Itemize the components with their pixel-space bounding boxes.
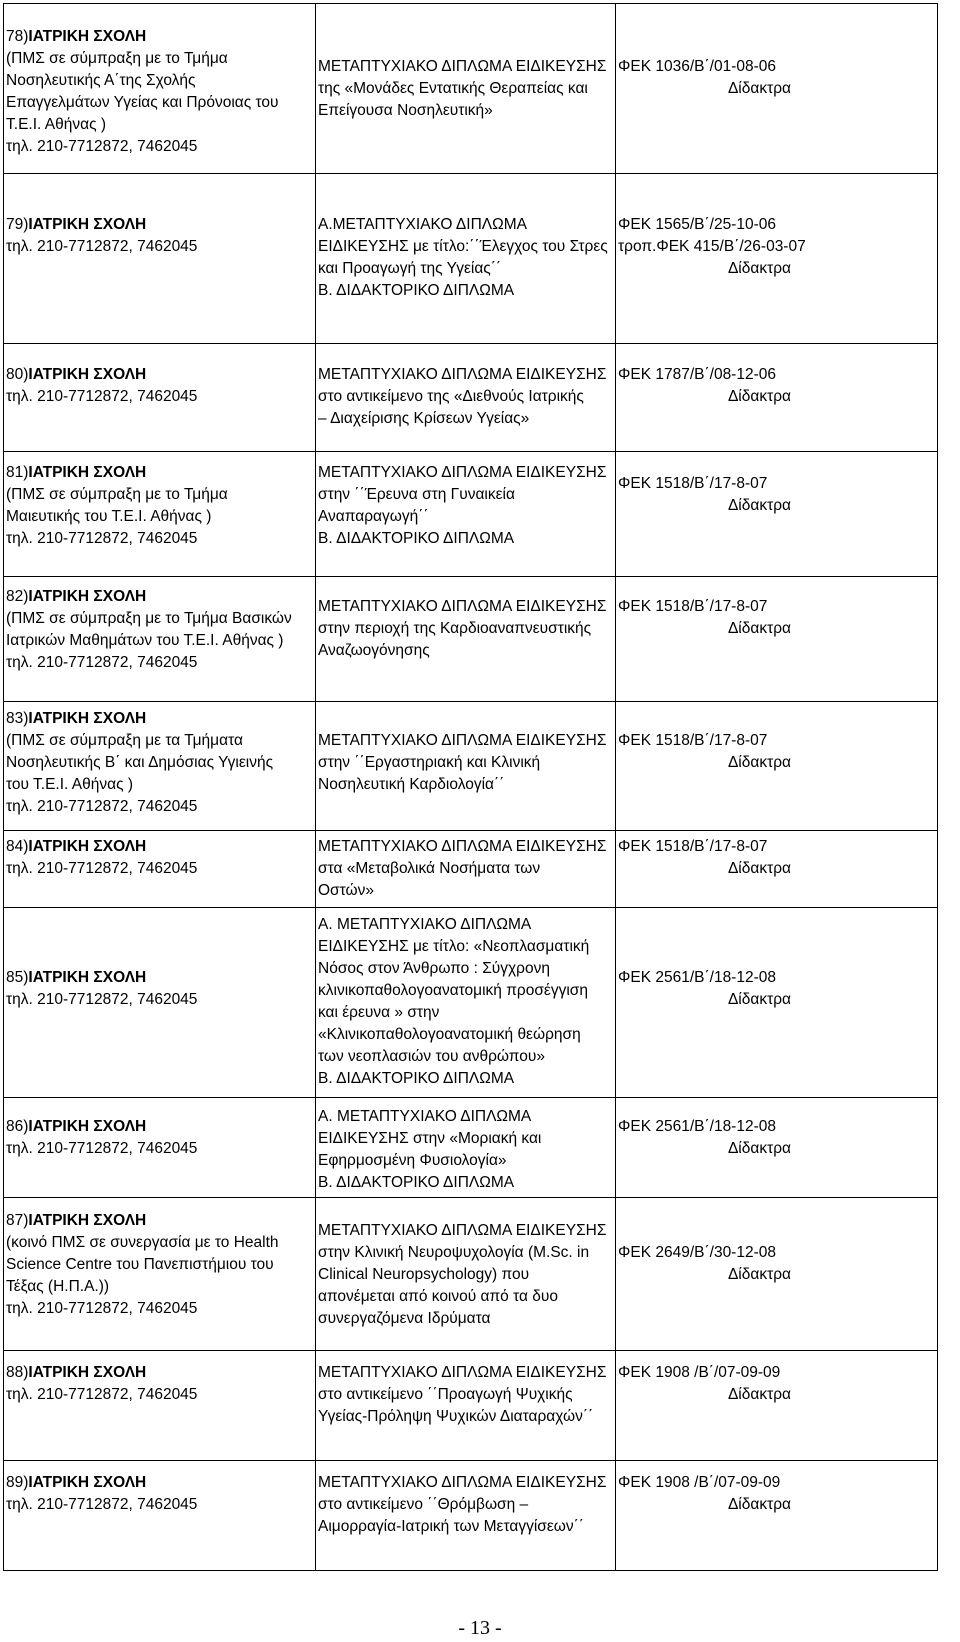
tuition-fees: Δίδακτρα [727,1386,791,1403]
institution-line: τηλ. 210-7712872, 7462045 [6,798,198,815]
school-heading [6,462,313,484]
table-row [4,831,938,908]
school-name: ΙΑΤΡΙΚΗ ΣΧΟΛΗ [28,1474,147,1491]
institution-line: Νοσηλευτικής Α΄της Σχολής [6,72,196,89]
program-line: Εφηρμοσμένη Φυσιολογία» [318,1152,507,1169]
tuition-fees: Δίδακτρα [727,1496,791,1513]
school-name: ΙΑΤΡΙΚΗ ΣΧΟΛΗ [28,216,147,233]
institution-line: τηλ. 210-7712872, 7462045 [6,238,198,255]
entry-number: 84) [6,838,29,855]
fek-cell [616,4,938,174]
program-line: Οστών» [318,882,374,899]
program-line: Αναπαραγωγή΄΄ [318,508,429,525]
school-heading [6,586,313,608]
programs-table [3,3,938,1571]
entry-number: 89) [6,1474,29,1491]
program-cell [316,1351,616,1461]
program-line: ΜΕΤΑΠΤΥΧΙΑΚΟ ΔΙΠΛΩΜΑ ΕΙΔΙΚΕΥΣΗΣ [318,598,607,615]
page-number: - 13 - [458,1617,502,1639]
program-line: Αναζωογόνησης [318,642,430,659]
program-cell [316,577,616,702]
fek-cell [616,344,938,452]
school-heading [6,1472,313,1494]
institution-line: τηλ. 210-7712872, 7462045 [6,138,198,155]
institution-line: (ΠΜΣ σε σύμπραξη με τα Τμήματα [6,732,243,749]
fek-reference: ΦΕΚ 1787/Β΄/08-12-06 [618,366,776,383]
program-line: ΕΙΔΙΚΕΥΣΗΣ με τίτλο:΄΄Έλεγχος του Στρες [318,238,608,255]
program-line: της «Μονάδες Εντατικής Θεραπείας και [318,80,588,97]
institution-line: Τέξας (Η.Π.Α.)) [6,1278,110,1295]
institution-cell [4,831,316,908]
school-name: ΙΑΤΡΙΚΗ ΣΧΟΛΗ [28,710,147,727]
fek-cell [616,908,938,1098]
institution-cell [4,1098,316,1198]
institution-cell [4,1461,316,1571]
institution-cell [4,344,316,452]
institution-cell [4,908,316,1098]
program-line: Β. ΔΙΔΑΚΤΟΡΙΚΟ ΔΙΠΛΩΜΑ [318,1174,515,1191]
institution-line: Science Centre του Πανεπιστήμιου του [6,1256,274,1273]
fek-reference: ΦΕΚ 1036/Β΄/01-08-06 [618,58,776,75]
fek-reference: ΦΕΚ 1518/Β΄/17-8-07 [618,475,768,492]
tuition-fees: Δίδακτρα [727,497,791,514]
program-line: ΜΕΤΑΠΤΥΧΙΑΚΟ ΔΙΠΛΩΜΑ ΕΙΔΙΚΕΥΣΗΣ [318,1474,607,1491]
program-line: στην ΄΄Έρευνα στη Γυναικεία [318,486,515,503]
institution-line: Επαγγελμάτων Υγείας και Πρόνοιας του [6,94,279,111]
program-line: κλινικοπαθολογοανατομική προσέγγιση [318,982,588,999]
institution-line: Ιατρικών Μαθημάτων του Τ.Ε.Ι. Αθήνας ) [6,632,284,649]
table-row [4,452,938,577]
institution-line: (ΠΜΣ σε σύμπραξη με το Τμήμα [6,486,228,503]
program-line: ΜΕΤΑΠΤΥΧΙΑΚΟ ΔΙΠΛΩΜΑ ΕΙΔΙΚΕΥΣΗΣ [318,1222,607,1239]
program-line: στο αντικείμενο της «Διεθνούς Ιατρικής [318,388,584,405]
tuition-fees: Δίδακτρα [727,260,791,277]
institution-line: τηλ. 210-7712872, 7462045 [6,388,198,405]
fek-cell [616,1461,938,1571]
fek-cell [616,1351,938,1461]
table-row [4,344,938,452]
institution-line: Νοσηλευτικής Β΄ και Δημόσιας Υγιεινής [6,754,274,771]
institution-cell [4,452,316,577]
institution-line: τηλ. 210-7712872, 7462045 [6,654,198,671]
school-name: ΙΑΤΡΙΚΗ ΣΧΟΛΗ [28,464,147,481]
fek-reference: ΦΕΚ 1565/Β΄/25-10-06 [618,216,776,233]
program-line: συνεργαζόμενα Ιδρύματα [318,1310,491,1327]
tuition-fees: Δίδακτρα [727,860,791,877]
school-name: ΙΑΤΡΙΚΗ ΣΧΟΛΗ [28,1364,147,1381]
tuition-fees: Δίδακτρα [727,754,791,771]
school-heading [6,214,313,236]
tuition-fees: Δίδακτρα [727,1140,791,1157]
program-line: Α. ΜΕΤΑΠΤΥΧΙΑΚΟ ΔΙΠΛΩΜΑ [318,916,532,933]
program-line: των νεοπλασιών του ανθρώπου» [318,1048,545,1065]
table-row [4,577,938,702]
school-heading [6,836,313,858]
institution-cell [4,4,316,174]
school-heading [6,1210,313,1232]
program-line: Αιμορραγία-Ιατρική των Μεταγγίσεων΄΄ [318,1518,584,1535]
fek-reference: ΦΕΚ 1518/Β΄/17-8-07 [618,838,768,855]
program-cell [316,452,616,577]
tuition-fees: Δίδακτρα [727,1266,791,1283]
institution-cell [4,1198,316,1351]
fek-reference: ΦΕΚ 2561/Β΄/18-12-08 [618,1118,776,1135]
tuition-fees: Δίδακτρα [727,388,791,405]
program-line: ΕΙΔΙΚΕΥΣΗΣ στην «Μοριακή και [318,1130,542,1147]
entry-number: 80) [6,366,29,383]
program-line: ΜΕΤΑΠΤΥΧΙΑΚΟ ΔΙΠΛΩΜΑ ΕΙΔΙΚΕΥΣΗΣ [318,732,607,749]
program-line: Clinical Neuropsychology) που [318,1266,530,1283]
entry-number: 86) [6,1118,29,1135]
program-line: Νόσος στον Άνθρωπο : Σύγχρονη [318,960,550,977]
program-line: και έρευνα » στην [318,1004,440,1021]
program-line: ΜΕΤΑΠΤΥΧΙΑΚΟ ΔΙΠΛΩΜΑ ΕΙΔΙΚΕΥΣΗΣ [318,464,607,481]
program-cell [316,174,616,344]
institution-cell [4,174,316,344]
entry-number: 85) [6,969,29,986]
entry-number: 82) [6,588,29,605]
program-line: Α.ΜΕΤΑΠΤΥΧΙΑΚΟ ΔΙΠΛΩΜΑ [318,216,527,233]
program-line: – Διαχείρισης Κρίσεων Υγείας» [318,410,530,427]
school-name: ΙΑΤΡΙΚΗ ΣΧΟΛΗ [28,969,147,986]
fek-cell [616,1198,938,1351]
program-cell [316,4,616,174]
programs-table-body [4,4,938,1571]
table-row [4,1351,938,1461]
fek-cell [616,1098,938,1198]
program-cell [316,908,616,1098]
program-line: ΜΕΤΑΠΤΥΧΙΑΚΟ ΔΙΠΛΩΜΑ ΕΙΔΙΚΕΥΣΗΣ [318,58,607,75]
program-line: «Κλινικοπαθολογοανατομική θεώρηση [318,1026,581,1043]
program-line: Β. ΔΙΔΑΚΤΟΡΙΚΟ ΔΙΠΛΩΜΑ [318,282,515,299]
program-line: Υγείας-Πρόληψη Ψυχικών Διαταραχών΄΄ [318,1408,594,1425]
fek-cell [616,452,938,577]
school-heading [6,364,313,386]
tuition-fees: Δίδακτρα [727,991,791,1008]
institution-line: Τ.Ε.Ι. Αθήνας ) [6,116,107,133]
institution-line: τηλ. 210-7712872, 7462045 [6,1300,198,1317]
fek-cell [616,174,938,344]
institution-cell [4,1351,316,1461]
institution-line: (κοινό ΠΜΣ σε συνεργασία με το Health [6,1234,279,1251]
program-line: απονέμεται από κοινού από τα δυο [318,1288,559,1305]
program-line: στο αντικείμενο ΄΄Θρόμβωση – [318,1496,529,1513]
school-name: ΙΑΤΡΙΚΗ ΣΧΟΛΗ [28,838,147,855]
entry-number: 81) [6,464,29,481]
program-line: στα «Μεταβολικά Νοσήματα των [318,860,541,877]
table-row [4,702,938,831]
tuition-fees: Δίδακτρα [727,620,791,637]
school-heading [6,26,313,48]
fek-cell [616,702,938,831]
program-cell [316,1098,616,1198]
entry-number: 79) [6,216,29,233]
fek-reference: ΦΕΚ 2561/Β΄/18-12-08 [618,969,776,986]
institution-line: (ΠΜΣ σε σύμπραξη με το Τμήμα [6,50,228,67]
school-heading [6,708,313,730]
fek-reference: ΦΕΚ 2649/Β΄/30-12-08 [618,1244,776,1261]
entry-number: 87) [6,1212,29,1229]
program-line: ΜΕΤΑΠΤΥΧΙΑΚΟ ΔΙΠΛΩΜΑ ΕΙΔΙΚΕΥΣΗΣ [318,366,607,383]
institution-line: τηλ. 210-7712872, 7462045 [6,991,198,1008]
institution-line: τηλ. 210-7712872, 7462045 [6,1140,198,1157]
table-row [4,174,938,344]
fek-reference: ΦΕΚ 1908 /Β΄/07-09-09 [618,1364,781,1381]
institution-line: Μαιευτικής του Τ.Ε.Ι. Αθήνας ) [6,508,212,525]
table-row [4,1198,938,1351]
program-line: Β. ΔΙΔΑΚΤΟΡΙΚΟ ΔΙΠΛΩΜΑ [318,530,515,547]
program-line: στην Κλινική Νευροψυχολογία (M.Sc. in [318,1244,590,1261]
program-line: Α. ΜΕΤΑΠΤΥΧΙΑΚΟ ΔΙΠΛΩΜΑ [318,1108,532,1125]
entry-number: 88) [6,1364,29,1381]
school-name: ΙΑΤΡΙΚΗ ΣΧΟΛΗ [28,28,147,45]
program-cell [316,702,616,831]
fek-cell [616,577,938,702]
table-row [4,1098,938,1198]
table-row [4,1461,938,1571]
institution-line: τηλ. 210-7712872, 7462045 [6,1386,198,1403]
school-heading [6,1116,313,1138]
institution-line: τηλ. 210-7712872, 7462045 [6,860,198,877]
program-line: ΕΙΔΙΚΕΥΣΗΣ με τίτλο: «Νεοπλασματική [318,938,590,955]
school-heading [6,1362,313,1384]
institution-cell [4,702,316,831]
tuition-fees: Δίδακτρα [727,80,791,97]
table-row [4,908,938,1098]
program-cell [316,1198,616,1351]
table-row [4,4,938,174]
program-line: στο αντικείμενο ΄΄Προαγωγή Ψυχικής [318,1386,573,1403]
fek-reference: ΦΕΚ 1518/Β΄/17-8-07 [618,598,768,615]
program-cell [316,1461,616,1571]
fek-cell [616,831,938,908]
program-line: στην ΄΄Εργαστηριακή και Κλινική [318,754,541,771]
program-line: Επείγουσα Νοσηλευτική» [318,102,493,119]
program-line: ΜΕΤΑΠΤΥΧΙΑΚΟ ΔΙΠΛΩΜΑ ΕΙΔΙΚΕΥΣΗΣ [318,838,607,855]
program-line: και Προαγωγή της Υγείας΄΄ [318,260,502,277]
program-line: στην περιοχή της Καρδιοαναπνευστικής [318,620,592,637]
school-name: ΙΑΤΡΙΚΗ ΣΧΟΛΗ [28,366,147,383]
program-line: Νοσηλευτική Καρδιολογία΄΄ [318,776,505,793]
fek-reference: τροπ.ΦΕΚ 415/Β΄/26-03-07 [618,238,806,255]
program-cell [316,344,616,452]
school-name: ΙΑΤΡΙΚΗ ΣΧΟΛΗ [28,588,147,605]
school-heading [6,967,313,989]
institution-line: του Τ.Ε.Ι. Αθήνας ) [6,776,134,793]
entry-number: 78) [6,28,29,45]
fek-reference: ΦΕΚ 1908 /Β΄/07-09-09 [618,1474,781,1491]
institution-cell [4,577,316,702]
institution-line: (ΠΜΣ σε σύμπραξη με το Τμήμα Βασικών [6,610,292,627]
institution-line: τηλ. 210-7712872, 7462045 [6,530,198,547]
program-line: ΜΕΤΑΠΤΥΧΙΑΚΟ ΔΙΠΛΩΜΑ ΕΙΔΙΚΕΥΣΗΣ [318,1364,607,1381]
school-name: ΙΑΤΡΙΚΗ ΣΧΟΛΗ [28,1212,147,1229]
fek-reference: ΦΕΚ 1518/Β΄/17-8-07 [618,732,768,749]
institution-line: τηλ. 210-7712872, 7462045 [6,1496,198,1513]
school-name: ΙΑΤΡΙΚΗ ΣΧΟΛΗ [28,1118,147,1135]
entry-number: 83) [6,710,29,727]
program-cell [316,831,616,908]
program-line: Β. ΔΙΔΑΚΤΟΡΙΚΟ ΔΙΠΛΩΜΑ [318,1070,515,1087]
